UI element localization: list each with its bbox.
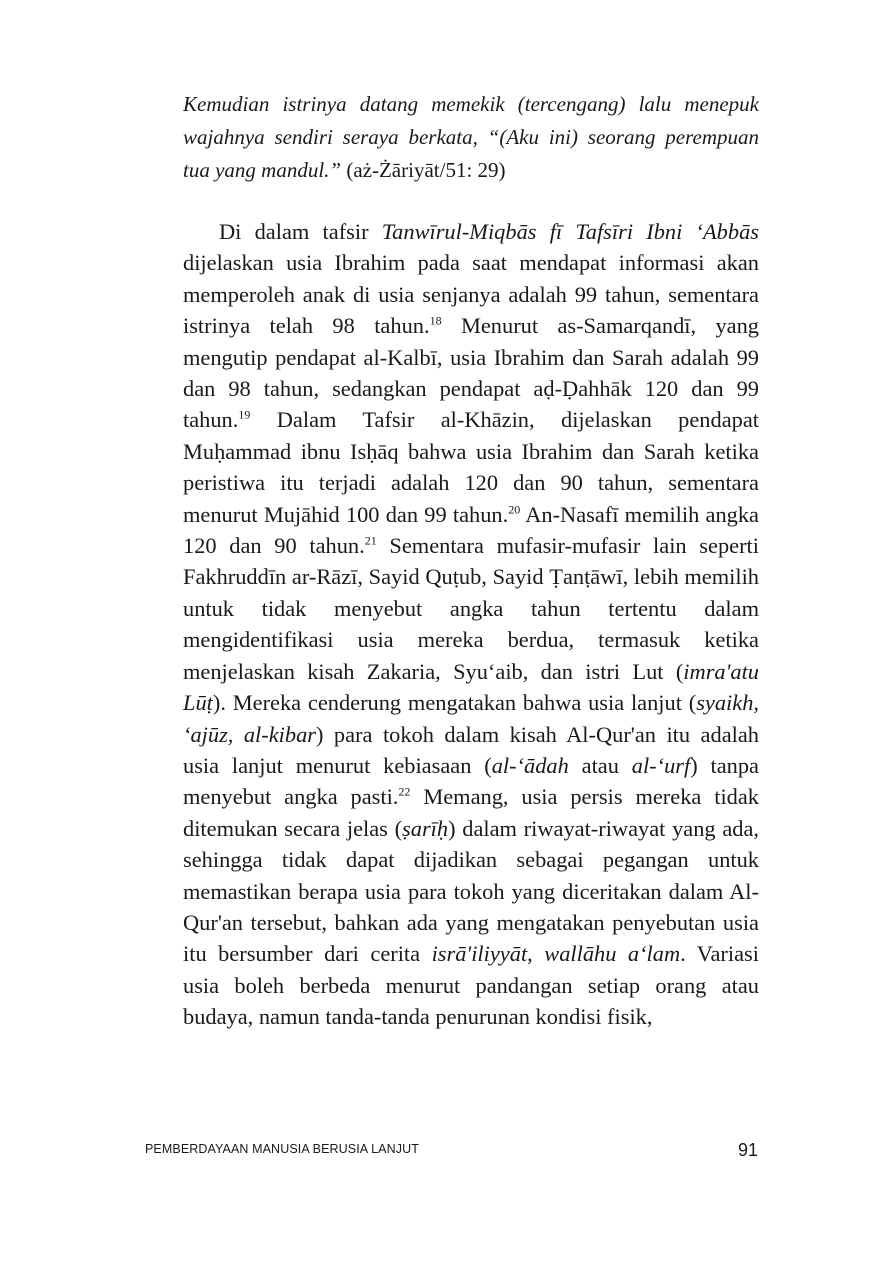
text-run: Di dalam tafsir [219, 219, 369, 244]
italic-term: imra'atu Lūṭ [183, 658, 759, 716]
text-run: , [527, 941, 533, 967]
italic-term: Tanwīrul-Miqbās fī Tafsīri Ibni ‘Abbās [381, 219, 759, 244]
italic-term: al-‘ādah [491, 752, 569, 778]
text-run: dijelaskan usia Ibrahim pada saat mendapat informasi akan memperoleh anak di usia senjanya adalah 99 tahun, sementara istrinya telah 98 tahun. [183, 250, 759, 339]
page-number: 91 [737, 1140, 758, 1160]
text-run: Sementara mufasir-mufasir lain seperti Fakhruddīn ar-Rāzī, Sayid Quṭub, Sayid Ṭanṭāwī, lebih memilih untuk tidak menyebut angka tahun tertentu dalam mengidentifikasi usia mereka berdua, termasuk ketika menjelaskan kisah Zakaria, Syu‘aib, dan istri Lut ( [183, 533, 759, 684]
text-run: ) tanpa menyebut angka pasti. [183, 752, 759, 810]
text-run: Dalam Tafsir al-Khāzin, dijelaskan pendapat Muḥammad ibnu Isḥāq bahwa usia Ibrahim dan Sarah ketika peristiwa itu terjadi adalah 120 dan 90 tahun, sementara menurut Mujāhid 100 dan 99 tahun. [183, 407, 759, 527]
text-run: atau [581, 752, 619, 778]
italic-term: ṣarīḥ [402, 815, 449, 841]
running-footer-title: PEMBERDAYAAN MANUSIA BERUSIA LANJUT [145, 1142, 419, 1156]
italic-term: isrā'iliyyāt [431, 941, 528, 967]
quote-translation: Kemudian istrinya datang memekik (tercengang) lalu menepuk wajahnya sendiri seraya berkata, “(Aku ini) seorang perempuan tua yang mandul.” [183, 92, 759, 182]
quranic-quote [183, 88, 759, 187]
footnote-ref-20[interactable]: 20 [508, 502, 521, 517]
footnote-ref-21[interactable]: 21 [364, 533, 377, 548]
italic-term: al-‘urf [631, 752, 691, 778]
quote-citation: (aż-Żāriyāt/51: 29) [346, 158, 506, 182]
body-paragraph [183, 216, 759, 1033]
text-run: Memang, usia persis mereka tidak ditemukan secara jelas ( [183, 784, 759, 841]
text-run: ) dalam riwayat-riwayat yang ada, sehingga tidak dapat dijadikan sebagai pegangan untuk memastikan berapa usia para tokoh yang diceritakan dalam Al-Qur'an tersebut, bahkan ada yang mengatakan penyebutan usia itu bersumber dari cerita [183, 815, 760, 967]
italic-term: wallāhu a‘lam [544, 941, 681, 967]
italic-term: syaikh, ‘ajūz, al-kibar [183, 690, 759, 747]
text-run: ). Mereka cenderung mengatakan bahwa usia lanjut ( [212, 690, 697, 716]
footnote-ref-18[interactable]: 18 [429, 313, 442, 328]
footnote-ref-19[interactable]: 19 [238, 407, 251, 422]
text-run: ) para tokoh dalam kisah Al-Qur'an itu adalah usia lanjut menurut kebiasaan ( [183, 721, 759, 778]
text-run: An-Nasafī memilih angka 120 dan 90 tahun. [183, 501, 759, 559]
footnote-ref-22[interactable]: 22 [398, 784, 411, 799]
text-run: . Variasi usia boleh berbeda menurut pandangan setiap orang atau budaya, namun tanda-tanda penurunan kondisi fisik, [183, 941, 759, 1030]
text-run: Menurut as-Samarqandī, yang mengutip pendapat al-Kalbī, usia Ibrahim dan Sarah adalah 99 dan 98 tahun, sedangkan pendapat aḍ-Ḍahhāk 120 dan 99 tahun. [183, 313, 760, 433]
